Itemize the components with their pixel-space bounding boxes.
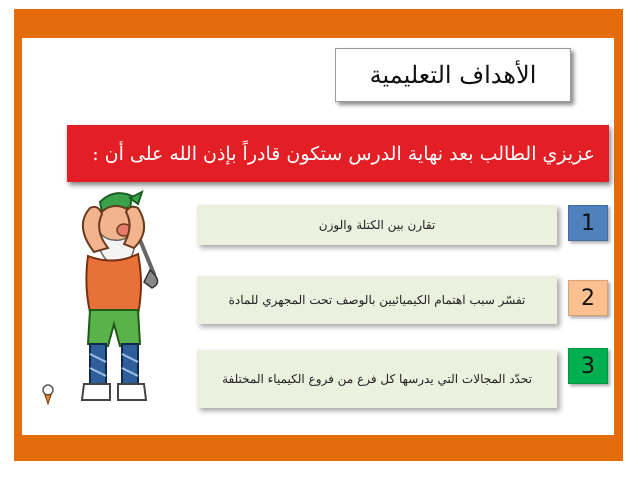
slide-title-text: الأهداف التعليمية [369,61,537,89]
golfer-icon [34,186,184,426]
intro-banner [67,125,609,182]
goal-text-2: تفسّر سبب اهتمام الكيميائيين بالوصف تحت المجهري للمادة [228,293,526,307]
intro-banner-text: عزيزي الطالب بعد نهاية الدرس ستكون قادراً بإذن الله على أن : [92,142,595,165]
goal-box-1 [197,205,557,245]
goal-number-2 [568,280,608,316]
goal-number-1-label: 1 [581,210,595,236]
goal-text-3: تحدّد المجالات التي يدرسها كل فرع من فروع الكيمياء المختلفة [222,372,532,386]
goal-box-2 [197,276,557,324]
goal-number-2-label: 2 [581,285,595,311]
slide-title [335,48,571,102]
goal-number-1 [568,205,608,241]
goal-box-3 [197,350,557,408]
goal-number-3 [568,348,608,384]
goal-number-3-label: 3 [581,353,595,379]
goal-text-1: تقارن بين الكتلة والوزن [318,218,436,232]
